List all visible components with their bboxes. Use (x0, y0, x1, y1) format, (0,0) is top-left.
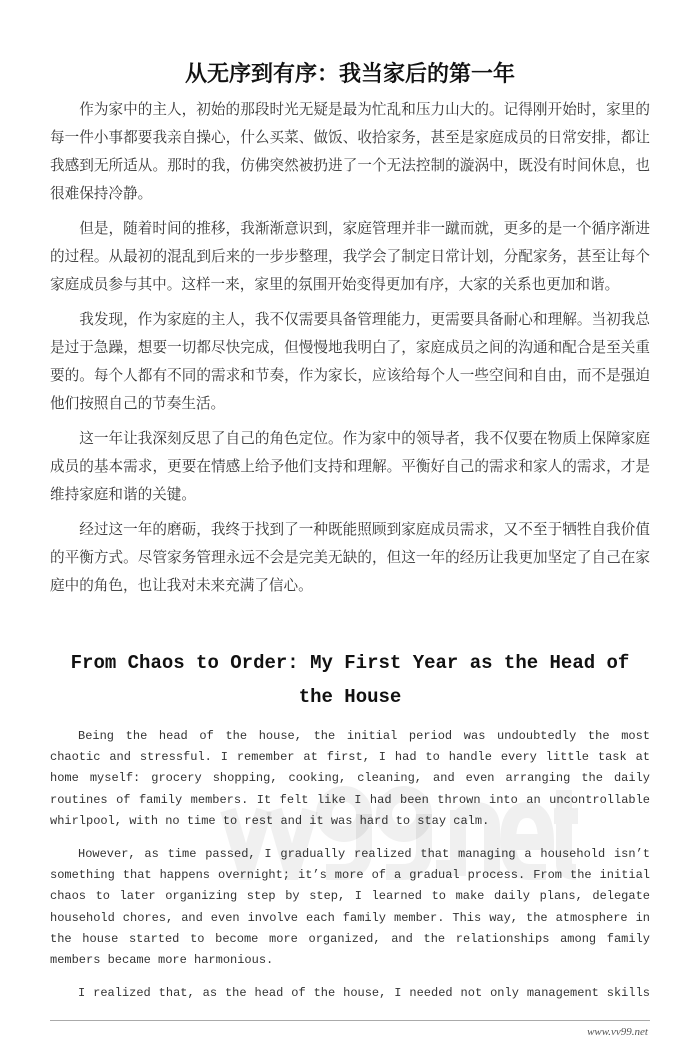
paragraph: 我发现，作为家庭的主人，我不仅需要具备管理能力，更需要具备耐心和理解。当初我总是过于急躁，想要一切都尽快完成，但慢慢地我明白了，家庭成员之间的沟通和配合是至关重要的。每个人都有不同的需求和节奏，作为家长，应该给每个人一些空间和自由，而不是强迫他们按照自己的节奏生活。 (50, 311, 650, 412)
paragraph: 这一年让我深刻反思了自己的角色定位。作为家中的领导者，我不仅要在物质上保障家庭成员的基本需求，更要在情感上给予他们支持和理解。平衡好自己的需求和家人的需求，才是维持家庭和谐的关键。 (50, 430, 650, 503)
chinese-title: 从无序到有序：我当家后的第一年 (184, 62, 515, 87)
paragraph: Being the head of the house, the initial period was undoubtedly the most chaotic and stressful. I remember at first, I had to handle every little task at home myself: grocery shopping, cooking, cleaning, and even arranging the daily routines of family members. It felt like I had been thrown into an uncontrollable whirlpool, with no time to rest and it was hard to stay calm. (50, 729, 650, 828)
footer-url: www.vv99.net (587, 1026, 648, 1039)
english-title: From Chaos to Order: My First Year as the Head of the House (70, 652, 630, 708)
paragraph: I realized that, as the head of the house, I needed not only management skills (78, 986, 650, 1001)
chinese-body (50, 96, 650, 600)
paragraph: 作为家中的主人，初始的那段时光无疑是最为忙乱和压力山大的。记得刚开始时，家里的每一件小事都要我亲自操心，什么买菜、做饭、收拾家务，甚至是家庭成员的日常安排，都让我感到无所适从。那时的我，仿佛突然被扔进了一个无法控制的漩涡中，既没有时间休息，也很难保持冷静。 (50, 101, 650, 202)
paragraph: 但是，随着时间的推移，我渐渐意识到，家庭管理并非一蹴而就，更多的是一个循序渐进的过程。从最初的混乱到后来的一步步整理，我学会了制定日常计划，分配家务，甚至让每个家庭成员参与其中。这样一来，家里的氛围开始变得更加有序，大家的关系也更加和谐。 (50, 220, 650, 293)
paragraph: However, as time passed, I gradually realized that managing a household isn’t something that happens overnight; it’s more of a gradual process. From the initial chaos to later organizing step by step, I learned to make daily plans, delegate household chores, and even involve each family member. This way, the atmosphere in the house started to become more organized, and the relationships among family members became more harmonious. (50, 847, 650, 968)
paragraph: 经过这一年的磨砺，我终于找到了一种既能照顾到家庭成员需求，又不至于牺牲自我价值的平衡方式。尽管家务管理永远不会是完美无缺的，但这一年的经历让我更加坚定了自己在家庭中的角色，也让我对未来充满了信心。 (50, 521, 650, 594)
page (50, 0, 650, 1040)
english-body (50, 726, 650, 1004)
